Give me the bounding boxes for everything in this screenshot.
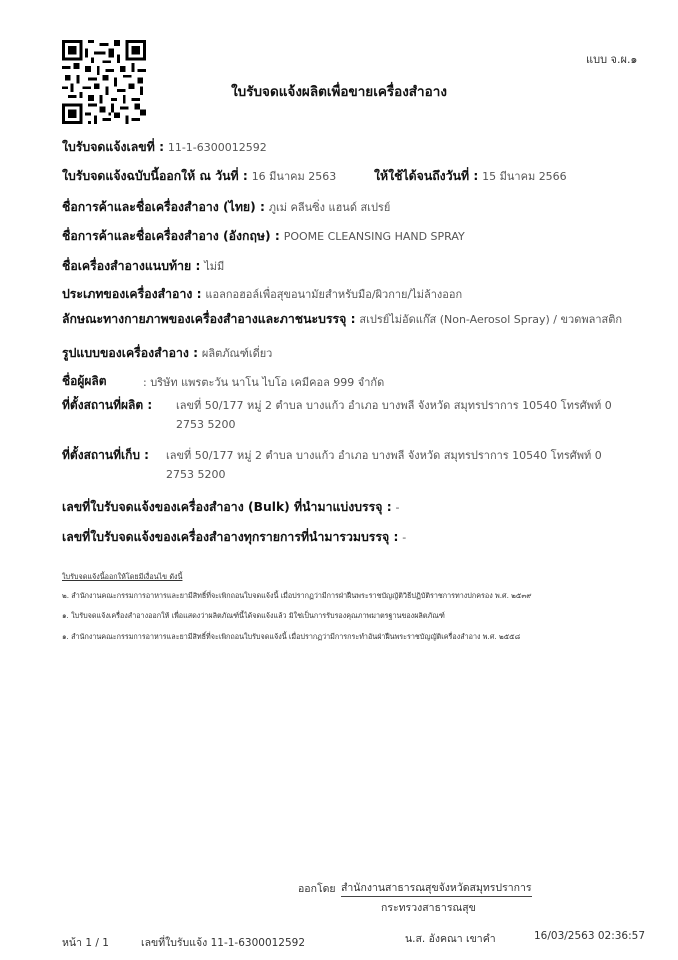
manufacturer-label: ชื่อผู้ผลิต xyxy=(62,374,107,388)
combined-row xyxy=(62,528,406,547)
trade-name-th: ภูเม่ คลีนซิ่ง แฮนด์ สเปรย์ xyxy=(268,201,391,214)
issue-date: 16 มีนาคม 2563 xyxy=(251,170,337,183)
factory-address xyxy=(176,396,612,434)
notification-number: 11-1-6300012592 xyxy=(167,141,267,154)
cosmetic-type-label: ประเภทของเครื่องสำอาง : xyxy=(62,287,202,301)
suffix-name-row xyxy=(62,257,224,276)
page-title: ใบรับจดแจ้งผลิตเพื่อขายเครื่องสำอาง xyxy=(231,84,447,100)
notification-number-label: ใบรับจดแจ้งเลขที่ : xyxy=(62,140,164,154)
physical-characteristics: สเปรย์ไม่อัดแก๊ส (Non-Aerosol Spray) / ขวดพลาสติก xyxy=(359,313,623,326)
issuing-office: สำนักงานสาธารณสุขจังหวัดสมุทรปราการ xyxy=(341,879,532,897)
factory-label: ที่ตั้งสถานที่ผลิต : xyxy=(62,398,153,412)
bulk-label: เลขที่ใบรับจดแจ้งของเครื่องสำอาง (Bulk) ที่นำมาแบ่งบรรจุ : xyxy=(62,500,392,514)
issue-date-row xyxy=(62,167,336,186)
suffix-name-label: ชื่อเครื่องสำอางแนบท้าย : xyxy=(62,259,201,273)
format-row xyxy=(62,344,272,363)
bulk-value: - xyxy=(395,501,400,514)
condition-item: ๑. สำนักงานคณะกรรมการอาหารและยามีสิทธิ์ที่จะเพิกถอนใบรับจดแจ้งนี้ เมื่อปรากฏว่ามีการกระทำอันฝ่าฝืนพระราชบัญญัติเครื่องสำอาง พ.ศ. ๒๕๕๘ xyxy=(62,632,521,641)
condition-item: ๑. ใบรับจดแจ้งเครื่องสำอางออกให้ เพื่อแสดงว่าผลิตภัณฑ์นี้ได้จดแจ้งแล้ว มิใช่เป็นการรับรองคุณภาพมาตรฐานของผลิตภัณฑ์ xyxy=(62,611,445,620)
format-label: รูปแบบของเครื่องสำอาง : xyxy=(62,346,199,360)
combined-value: - xyxy=(402,531,407,544)
condition-item: ๒. สำนักงานคณะกรรมการอาหารและยามีสิทธิ์ที่จะเพิกถอนใบจดแจ้งนี้ เมื่อปรากฏว่ามีการฝ่าฝืนพระราชบัญญัติวิธีปฏิบัติราชการทางปกครอง พ.ศ. ๒๕๓๙ xyxy=(62,591,532,600)
notification-number-row xyxy=(62,138,267,157)
page-number: หน้า 1 / 1 xyxy=(62,937,109,949)
physical-row xyxy=(62,310,622,329)
storage-address xyxy=(166,446,602,484)
cosmetic-type: แอลกอฮอล์เพื่อสุขอนามัยสำหรับมือ/ผิวกาย/ไม่ล้างออก xyxy=(205,288,463,301)
print-timestamp: 16/03/2563 02:36:57 xyxy=(534,930,646,942)
footer-reference: เลขที่ใบรับแจ้ง 11-1-6300012592 xyxy=(141,937,306,949)
physical-label: ลักษณะทางกายภาพของเครื่องสำอางและภาชนะบรรจุ : xyxy=(62,312,356,326)
trade-name-th-row xyxy=(62,198,390,217)
trade-name-en-row xyxy=(62,227,465,246)
trade-name-en: POOME CLEANSING HAND SPRAY xyxy=(283,230,465,243)
storage-address-line2: 2753 5200 xyxy=(166,468,226,481)
cosmetic-format: ผลิตภัณฑ์เดี่ยว xyxy=(201,347,273,360)
trade-name-th-label: ชื่อการค้าและชื่อเครื่องสำอาง (ไทย) : xyxy=(62,200,265,214)
issued-by-label: ออกโดย xyxy=(298,883,336,895)
valid-date-label: ให้ใช้ได้จนถึงวันที่ : xyxy=(374,169,479,183)
officer-name: น.ส. อังคณา เขาคำ xyxy=(405,933,496,945)
cosmetic-type-row xyxy=(62,285,462,304)
factory-address-line2: 2753 5200 xyxy=(176,418,236,431)
trade-name-en-label: ชื่อการค้าและชื่อเครื่องสำอาง (อังกฤษ) : xyxy=(62,229,280,243)
factory-address-line1: เลขที่ 50/177 หมู่ 2 ตำบล บางแก้ว อำเภอ บางพลี จังหวัด สมุทรปราการ 10540 โทรศัพท์ 0 xyxy=(176,399,612,412)
bulk-row xyxy=(62,498,399,517)
valid-date: 15 มีนาคม 2566 xyxy=(482,170,567,183)
storage-address-line1: เลขที่ 50/177 หมู่ 2 ตำบล บางแก้ว อำเภอ บางพลี จังหวัด สมุทรปราการ 10540 โทรศัพท์ 0 xyxy=(166,449,602,462)
manufacturer-name: : บริษัท แพรตะวัน นาโน ไบโอ เคมีคอล 999 จำกัด xyxy=(143,376,385,389)
conditions-heading: ใบรับจดแจ้งนี้ออกให้โดยมีเงื่อนไข ดังนี้ xyxy=(62,572,183,581)
valid-date-row xyxy=(374,167,567,186)
form-code: แบบ จ.ผ.๑ xyxy=(586,53,638,66)
storage-label: ที่ตั้งสถานที่เก็บ : xyxy=(62,448,149,462)
combined-label: เลขที่ใบรับจดแจ้งของเครื่องสำอางทุกรายการที่นำมารวมบรรจุ : xyxy=(62,530,399,544)
ministry-name: กระทรวงสาธารณสุข xyxy=(381,902,476,914)
suffix-name: ไม่มี xyxy=(204,260,225,273)
issue-date-label: ใบรับจดแจ้งฉบับนี้ออกให้ ณ วันที่ : xyxy=(62,169,248,183)
